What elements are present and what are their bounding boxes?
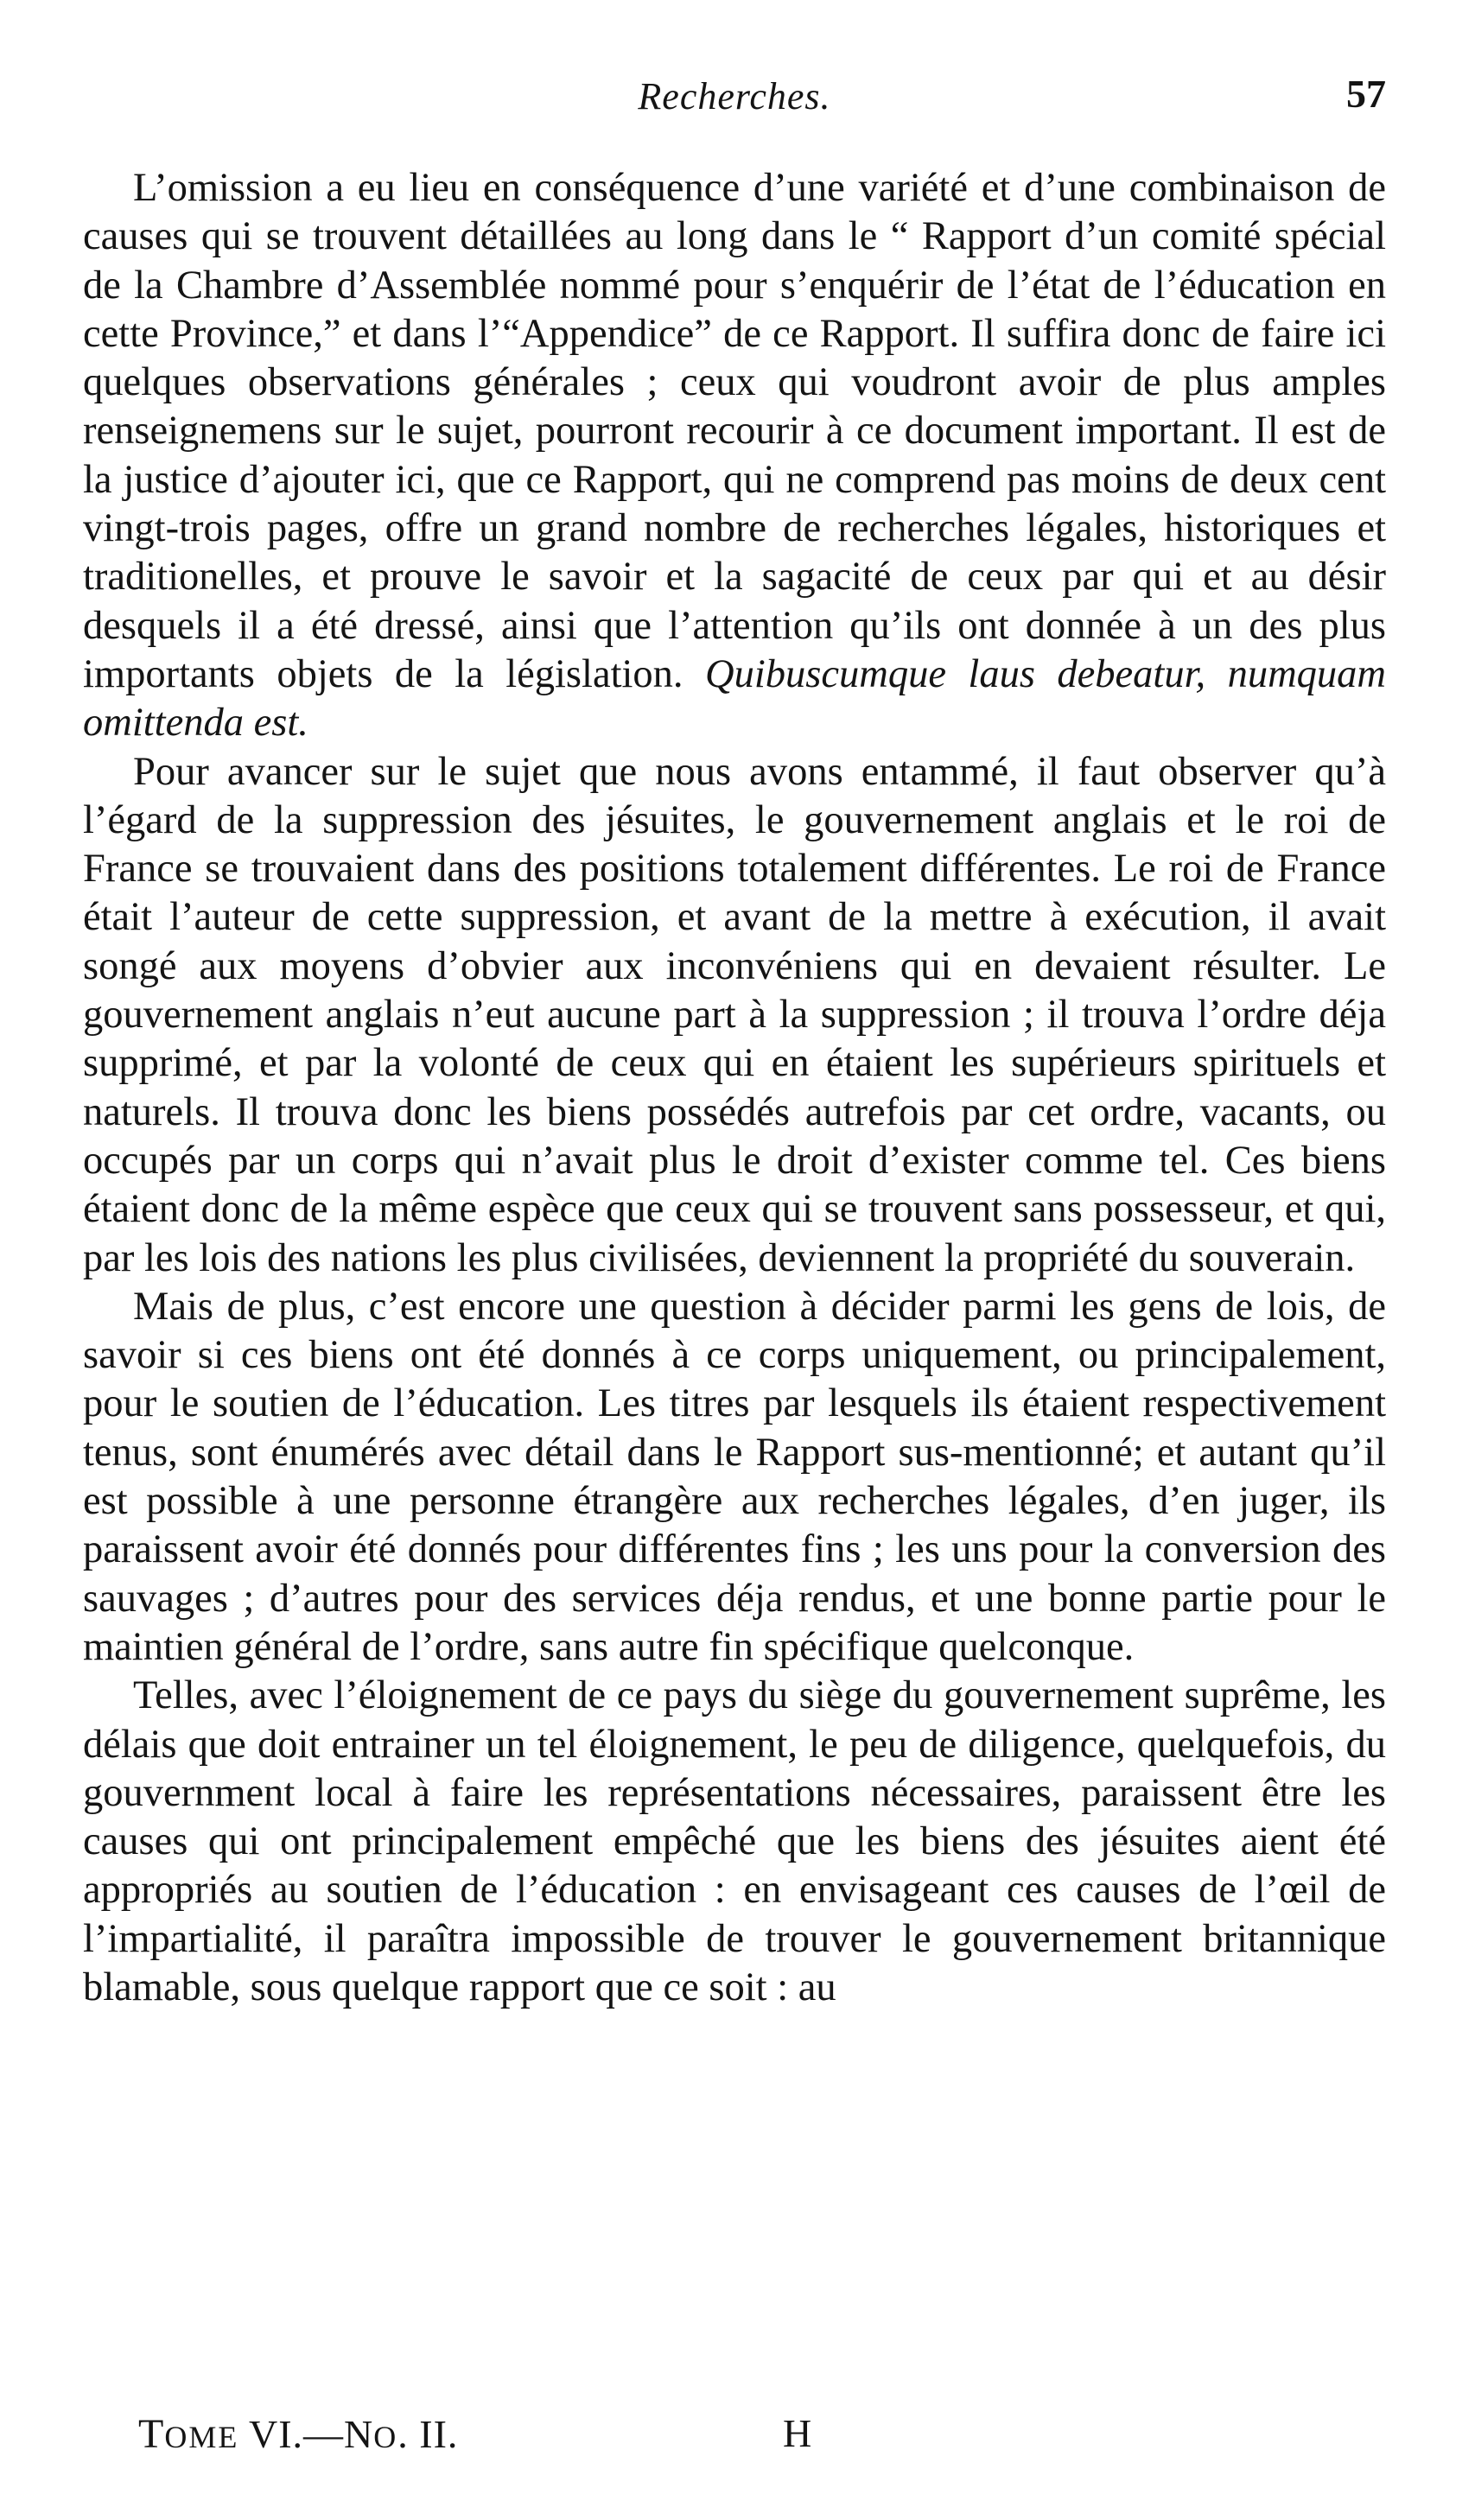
- page-number: 57: [1346, 72, 1386, 116]
- paragraph-1: [83, 164, 1386, 748]
- paragraph-3: Mais de plus, c’est encore une question à décider parmi les gens de lois, de savoir si ces biens ont été donnés à ce corps uniquement, ou principalement, pour le soutien de l’éducation. Les titres par lesquels ils étaient respectivement tenus, sont énumérés avec détail dans le Rapport sus-mentionné; et autant qu’il est possible à une personne étrangère aux recherches légales, d’en juger, ils paraissent avoir été donnés pour différentes fins ; les uns pour la conversion des sauvages ; d’autres pour des services déja rendus, et une bonne partie pour le maintien général de l’ordre, sans autre fin spécifique quelconque.: [83, 1284, 1386, 1669]
- gathering-letter: H: [783, 2411, 812, 2455]
- volume-signature: TOME VI.—NO. II.: [138, 2411, 459, 2457]
- running-title: Recherches.: [638, 75, 831, 117]
- body-text: [83, 164, 1386, 2012]
- paragraph-1-text: L’omission a eu lieu en conséquence d’une variété et d’une combinaison de causes qui se trouvent détaillées au long dans le “ Rapport d’un comité spécial de la Chambre d’Assemblée nommé pour s’enquérir de l’état de l’éducation en cette Province,” et dans l’“Appendice” de ce Rapport. Il suffira donc de faire ici quelques observations générales ; ceux qui voudront avoir de plus amples renseignemens sur le sujet, pourront recourir à ce document important. Il est de la justice d’ajouter ici, que ce Rapport, qui ne comprend pas moins de deux cent vingt-trois pages, offre un grand nombre de recherches légales, historiques et traditionelles, et prouve le savoir et la sagacité de ceux par qui et au désir desquels il a été dressé, ainsi que l’attention qu’ils ont donnée à un des plus importants objets de la législation.: [83, 166, 1386, 696]
- signature-line: [138, 2410, 1002, 2471]
- latin-maxim: Quibuscumque laus debeatur, numquam omittenda est.: [83, 651, 1387, 746]
- running-head: [83, 67, 1386, 128]
- paragraph-2: Pour avancer sur le sujet que nous avons entammé, il faut observer qu’à l’égard de la suppression des jésuites, le gouvernement anglais et le roi de France se trouvaient dans des positions totalement différentes. Le roi de France était l’auteur de cette suppression, et avant de la mettre à exécution, il avait songé aux moyens d’obvier aux inconvéniens qui en devaient résulter. Le gouvernement anglais n’eut aucune part à la suppression ; il trouva l’ordre déja supprimé, et par la volonté de ceux qui en étaient les supérieurs spirituels et naturels. Il trouva donc les biens possédés autrefois par cet ordre, vacants, ou occupés par un corps qui n’avait plus le droit d’exister comme tel. Ces biens étaient donc de la même espèce que ceux qui se trouvent sans possesseur, et qui, par les lois des nations les plus civilisées, deviennent la propriété du souverain.: [83, 749, 1386, 1280]
- paragraph-4: Telles, avec l’éloignement de ce pays du siège du gouvernement suprême, les délais que doit entrainer un tel éloignement, le peu de diligence, quelquefois, du gouvernment local à faire les représentations nécessaires, paraissent être les causes qui ont principalement empêché que les biens des jésuites aient été appropriés au soutien de l’éducation : en envisageant ces causes de l’œil de l’impartialité, il paraîtra impossible de trouver le gouvernement britannique blamable, sous quelque rapport que ce soit : au: [83, 1673, 1386, 2009]
